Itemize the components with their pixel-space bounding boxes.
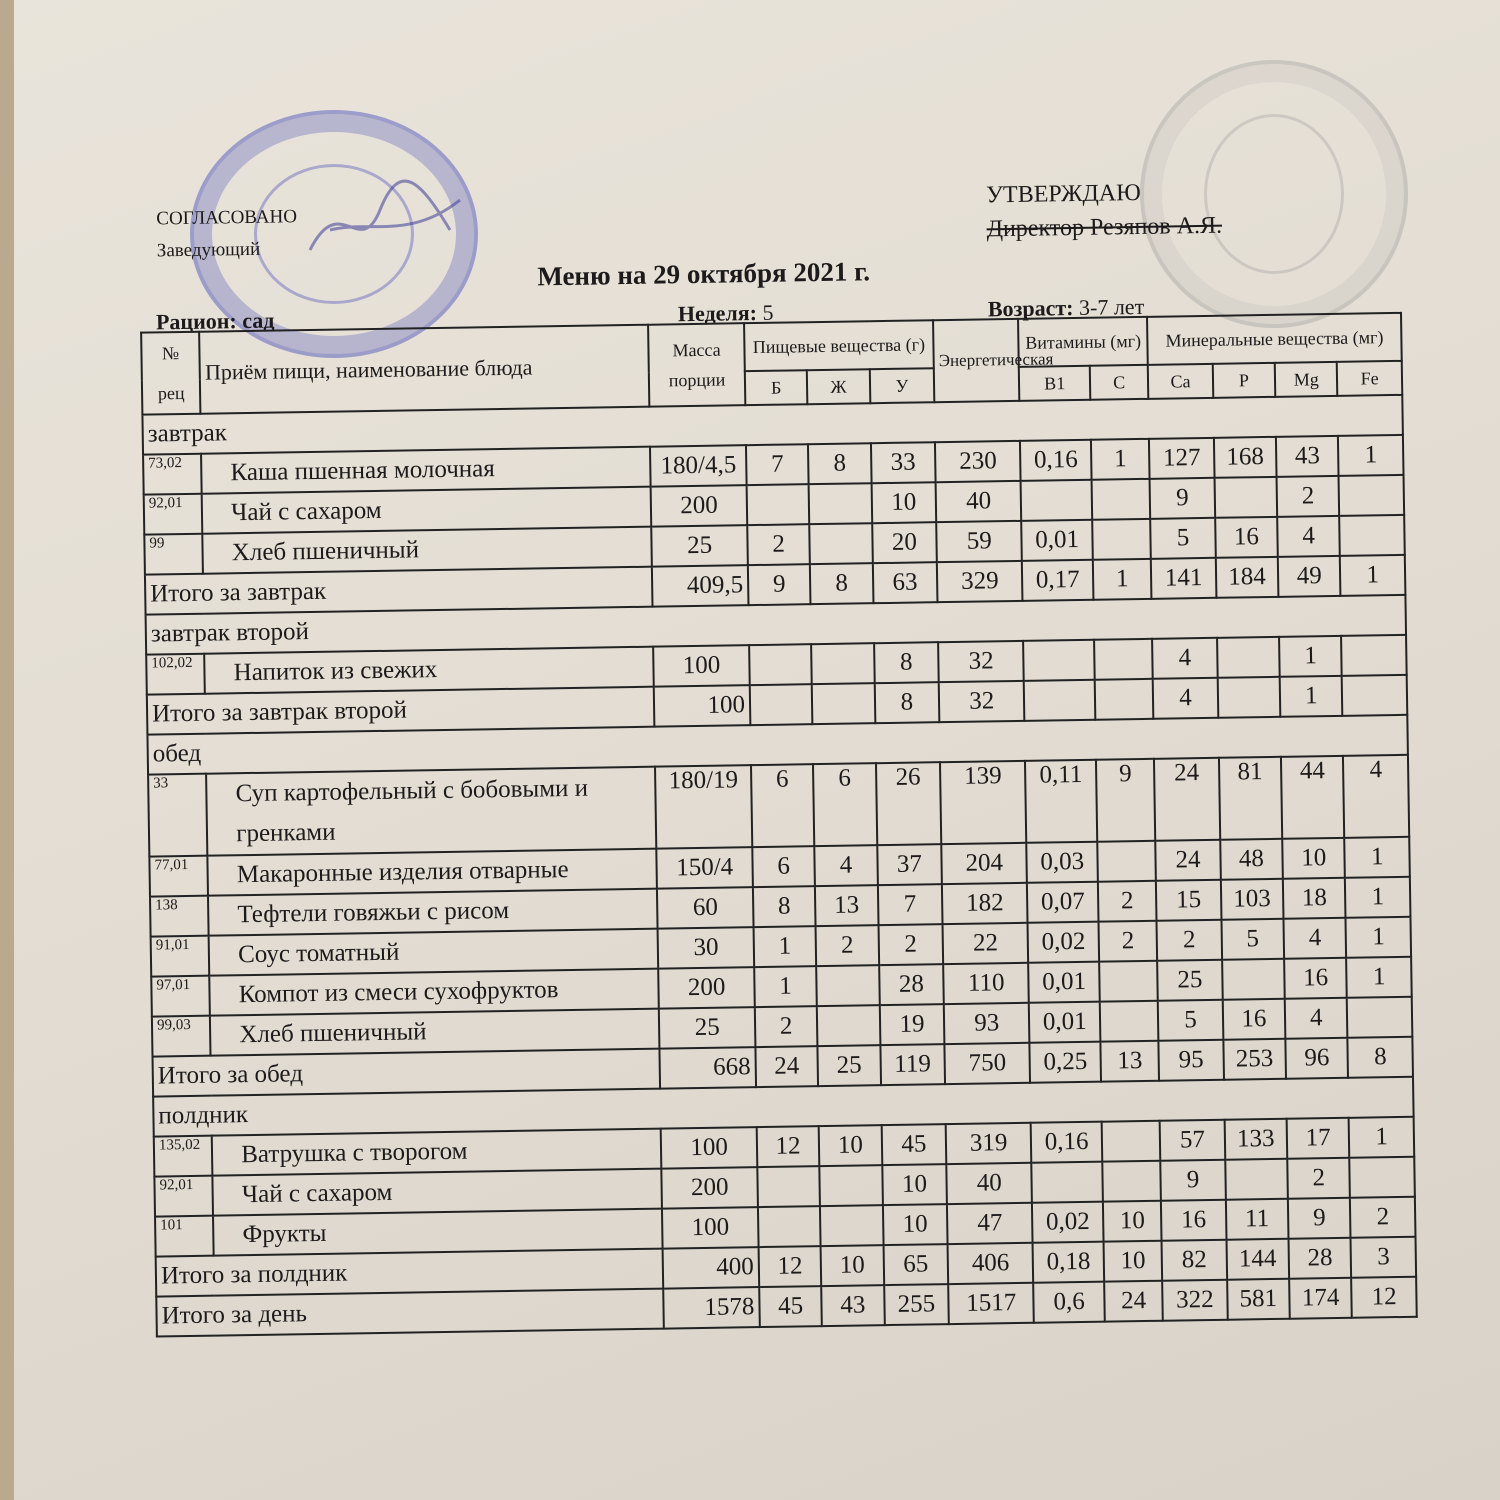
recipe-code: 101 — [155, 1216, 214, 1257]
total-b — [750, 684, 813, 725]
value-b1 — [1023, 640, 1094, 681]
total-b1: 0,25 — [1030, 1042, 1101, 1083]
dish-name: Чай с сахаром — [213, 1169, 663, 1216]
total-fe: 8 — [1348, 1037, 1413, 1078]
value-u: 8 — [874, 642, 939, 683]
total-e: 32 — [939, 681, 1025, 722]
value-p: 103 — [1221, 879, 1284, 920]
total-u: 8 — [874, 682, 939, 723]
col-header-minerals: Минеральные вещества (мг) — [1147, 313, 1401, 365]
total-e: 406 — [948, 1243, 1034, 1284]
approve-block — [986, 175, 1222, 247]
ration-label: Рацион: — [155, 308, 237, 335]
value-p: 168 — [1214, 437, 1277, 478]
value-p: 48 — [1220, 839, 1283, 880]
value-b1: 0,02 — [1032, 1202, 1103, 1243]
value-p: 133 — [1224, 1119, 1287, 1160]
value-ca: 2 — [1157, 920, 1222, 961]
total-mass: 409,5 — [652, 565, 748, 606]
total-zh — [812, 683, 875, 724]
page-title: Меню на 29 октября 2021 г. — [537, 256, 871, 292]
value-c — [1099, 961, 1158, 1002]
value-zh — [811, 643, 874, 684]
dish-name: Каша пшенная молочная — [201, 447, 651, 494]
total-mass: 1578 — [663, 1287, 759, 1328]
age-value: 3-7 лет — [1078, 293, 1145, 320]
col-header-p: P — [1212, 363, 1275, 398]
total-ca: 4 — [1153, 678, 1218, 719]
total-p — [1217, 677, 1280, 718]
value-u: 2 — [878, 924, 943, 965]
recipe-code: 99 — [144, 534, 203, 575]
week-label: Неделя: — [677, 299, 758, 327]
total-p: 184 — [1215, 557, 1278, 598]
value-e: 139 — [940, 761, 1027, 844]
value-b — [757, 1166, 820, 1207]
value-e: 182 — [942, 883, 1028, 924]
value-mg: 1 — [1279, 636, 1342, 677]
value-ca: 25 — [1157, 960, 1222, 1001]
section-title: полдник — [153, 1077, 1413, 1137]
total-c: 24 — [1104, 1281, 1163, 1322]
value-c — [1100, 1001, 1159, 1042]
value-e: 93 — [944, 1003, 1030, 1044]
value-p: 16 — [1215, 517, 1278, 558]
total-label: Итого за день — [156, 1289, 664, 1337]
value-e: 22 — [943, 923, 1029, 964]
value-b: 2 — [755, 1006, 818, 1047]
recipe-code: 92,01 — [154, 1176, 213, 1217]
value-ca: 5 — [1158, 1000, 1223, 1041]
portion-mass: 200 — [658, 967, 754, 1008]
value-b1: 0,11 — [1025, 760, 1097, 843]
total-e: 329 — [937, 561, 1023, 602]
total-label: Итого за завтрак — [145, 567, 653, 615]
value-p — [1214, 477, 1277, 518]
total-b: 12 — [758, 1246, 821, 1287]
value-b1 — [1021, 480, 1092, 521]
portion-mass: 25 — [652, 525, 748, 566]
portion-mass: 150/4 — [657, 847, 753, 888]
total-zh: 10 — [821, 1245, 884, 1286]
dish-name: Хлеб пшеничный — [210, 1009, 660, 1056]
value-b: 2 — [747, 524, 810, 565]
value-ca: 9 — [1161, 1160, 1226, 1201]
total-ca: 95 — [1159, 1040, 1224, 1081]
value-u: 10 — [882, 1164, 947, 1205]
total-label: Итого за обед — [153, 1049, 661, 1097]
dish-name: Суп картофельный с бобовыми и гренками — [206, 767, 656, 856]
recipe-code: 102,02 — [146, 654, 205, 695]
recipe-code: 91,01 — [151, 936, 210, 977]
value-zh: 4 — [815, 845, 878, 886]
value-ca: 5 — [1150, 518, 1215, 559]
value-b — [749, 644, 812, 685]
total-b: 24 — [755, 1046, 818, 1087]
value-zh — [809, 483, 872, 524]
total-b1: 0,17 — [1022, 560, 1093, 601]
col-header-energy: Энергетическая — [933, 319, 1020, 402]
value-c — [1097, 841, 1156, 882]
value-e: 47 — [947, 1203, 1033, 1244]
total-b1: 0,6 — [1034, 1282, 1105, 1323]
age-label: Возраст: — [987, 295, 1074, 322]
recipe-code: 138 — [150, 896, 209, 937]
total-mass: 400 — [663, 1247, 759, 1288]
total-mass: 100 — [654, 685, 750, 726]
total-label: Итого за полдник — [156, 1249, 664, 1297]
col-header-num: № рец — [141, 332, 200, 415]
recipe-code: 97,01 — [151, 976, 210, 1017]
value-b: 12 — [757, 1126, 820, 1167]
total-mg: 96 — [1285, 1038, 1348, 1079]
value-b: 7 — [746, 444, 809, 485]
col-header-mass: Масса порции — [648, 323, 745, 406]
value-fe — [1341, 635, 1406, 676]
dish-name: Чай с сахаром — [202, 487, 652, 534]
total-ca: 322 — [1162, 1280, 1227, 1321]
col-header-zh: Ж — [807, 370, 870, 405]
portion-mass: 100 — [661, 1127, 757, 1168]
menu-table — [140, 312, 1418, 1338]
recipe-code: 92,01 — [144, 494, 203, 535]
value-ca: 4 — [1152, 638, 1217, 679]
dish-name: Макаронные изделия отварные — [208, 849, 658, 896]
value-fe: 1 — [1338, 435, 1403, 476]
value-u: 10 — [871, 482, 936, 523]
value-p: 5 — [1221, 919, 1284, 960]
total-p: 253 — [1223, 1039, 1286, 1080]
total-label: Итого за завтрак второй — [147, 687, 655, 735]
value-b: 1 — [753, 926, 816, 967]
value-fe: 1 — [1345, 877, 1410, 918]
value-fe: 1 — [1345, 837, 1410, 878]
portion-mass: 200 — [651, 485, 747, 526]
value-e: 319 — [946, 1123, 1032, 1164]
col-header-b: Б — [745, 371, 808, 406]
value-fe: 1 — [1347, 957, 1412, 998]
total-u: 119 — [880, 1044, 945, 1085]
value-u: 7 — [878, 884, 943, 925]
value-b1: 0,01 — [1028, 962, 1099, 1003]
portion-mass: 100 — [662, 1207, 758, 1248]
value-zh — [817, 1005, 880, 1046]
value-e: 230 — [935, 441, 1021, 482]
total-zh: 43 — [821, 1285, 884, 1326]
value-zh: 8 — [808, 443, 871, 484]
total-zh: 25 — [818, 1045, 881, 1086]
value-c: 1 — [1091, 439, 1150, 480]
total-c: 1 — [1093, 559, 1152, 600]
value-fe: 4 — [1343, 755, 1409, 838]
section-title: обед — [147, 715, 1407, 775]
col-header-b1: B1 — [1019, 366, 1090, 401]
agreed-label: СОГЛАСОВАНО — [156, 206, 298, 230]
col-header-name: Приём пищи, наименование блюда — [199, 325, 649, 414]
value-c — [1092, 479, 1151, 520]
col-header-vitamins: Витамины (мг) — [1018, 317, 1148, 367]
value-b1: 0,03 — [1027, 842, 1098, 883]
value-zh — [809, 523, 872, 564]
value-fe: 1 — [1346, 917, 1411, 958]
portion-mass: 60 — [657, 887, 753, 928]
value-b1 — [1032, 1162, 1103, 1203]
portion-mass: 180/4,5 — [650, 445, 746, 486]
director-name: Директор Резяпов А.Я. — [986, 212, 1223, 243]
dish-name: Фрукты — [213, 1209, 663, 1256]
total-mg: 28 — [1289, 1238, 1352, 1279]
value-mg: 10 — [1282, 838, 1345, 879]
value-b — [747, 484, 810, 525]
dish-name: Соус томатный — [209, 929, 659, 976]
value-ca: 24 — [1154, 758, 1220, 841]
value-zh: 13 — [815, 885, 878, 926]
col-header-c: C — [1090, 365, 1149, 400]
menu-document — [86, 160, 1435, 1371]
dish-name: Хлеб пшеничный — [203, 527, 653, 574]
value-c: 9 — [1096, 759, 1155, 842]
value-u: 26 — [876, 762, 942, 845]
total-b: 9 — [748, 564, 811, 605]
dish-name: Напиток из свежих — [204, 647, 654, 694]
col-header-mg: Mg — [1275, 362, 1338, 397]
value-ca: 57 — [1160, 1120, 1225, 1161]
col-header-u: У — [869, 369, 934, 404]
value-p — [1217, 637, 1280, 678]
total-ca: 82 — [1162, 1240, 1227, 1281]
week-value: 5 — [762, 299, 774, 325]
portion-mass: 30 — [658, 927, 754, 968]
value-b1: 0,07 — [1027, 882, 1098, 923]
value-fe: 2 — [1350, 1197, 1415, 1238]
value-u: 45 — [881, 1124, 946, 1165]
value-u: 10 — [883, 1204, 948, 1245]
value-c: 10 — [1103, 1201, 1162, 1242]
value-fe — [1347, 997, 1412, 1038]
value-c: 2 — [1099, 921, 1158, 962]
value-u: 19 — [879, 1004, 944, 1045]
value-e: 204 — [941, 843, 1027, 884]
total-mass: 668 — [660, 1047, 756, 1088]
total-mg: 49 — [1278, 556, 1341, 597]
value-b1: 0,01 — [1029, 1002, 1100, 1043]
value-mg: 4 — [1277, 516, 1340, 557]
value-mg: 4 — [1285, 998, 1348, 1039]
total-e: 1517 — [948, 1283, 1034, 1324]
portion-mass: 100 — [653, 645, 749, 686]
approve-label: УТВЕРЖДАЮ — [985, 179, 1141, 209]
total-ca: 141 — [1151, 558, 1216, 599]
value-p: 16 — [1222, 999, 1285, 1040]
recipe-code: 77,01 — [149, 856, 208, 897]
value-b1: 0,16 — [1020, 440, 1091, 481]
col-header-nutrients: Пищевые вещества (г) — [744, 320, 934, 371]
value-p — [1222, 959, 1285, 1000]
total-fe: 3 — [1351, 1237, 1416, 1278]
value-mg: 2 — [1277, 476, 1340, 517]
value-ca: 127 — [1149, 438, 1214, 479]
menu-table-body — [142, 395, 1416, 1337]
value-b1: 0,02 — [1028, 922, 1099, 963]
total-mg: 1 — [1280, 676, 1343, 717]
value-b: 6 — [751, 764, 815, 847]
total-b1 — [1024, 680, 1095, 721]
value-zh — [820, 1165, 883, 1206]
total-fe — [1342, 675, 1407, 716]
value-mg: 9 — [1288, 1198, 1351, 1239]
recipe-code: 33 — [148, 774, 207, 857]
total-c: 13 — [1100, 1041, 1159, 1082]
total-b1: 0,18 — [1033, 1242, 1104, 1283]
value-ca: 15 — [1156, 880, 1221, 921]
value-fe — [1340, 515, 1405, 556]
dish-name: Тефтели говяжьи с рисом — [208, 889, 658, 936]
total-u: 255 — [884, 1284, 949, 1325]
total-b: 45 — [759, 1286, 822, 1327]
total-p: 581 — [1227, 1279, 1290, 1320]
value-u: 33 — [871, 442, 936, 483]
value-e: 110 — [943, 963, 1029, 1004]
total-mg: 174 — [1289, 1278, 1352, 1319]
total-zh: 8 — [810, 563, 873, 604]
recipe-code: 135,02 — [154, 1136, 213, 1177]
value-p: 81 — [1219, 757, 1283, 840]
total-u: 65 — [883, 1244, 948, 1285]
portion-mass: 25 — [659, 1007, 755, 1048]
value-zh: 6 — [813, 763, 877, 846]
value-p: 11 — [1226, 1199, 1289, 1240]
total-c: 10 — [1104, 1241, 1163, 1282]
value-mg: 16 — [1284, 958, 1347, 999]
ration-value: сад — [242, 307, 275, 334]
value-e: 40 — [946, 1163, 1032, 1204]
value-mg: 2 — [1287, 1158, 1350, 1199]
dish-name: Компот из смеси сухофруктов — [209, 969, 659, 1016]
value-mg: 18 — [1283, 878, 1346, 919]
value-b1: 0,16 — [1031, 1122, 1102, 1163]
total-fe: 1 — [1340, 555, 1405, 596]
value-u: 37 — [877, 844, 942, 885]
value-mg: 17 — [1287, 1118, 1350, 1159]
recipe-code: 99,03 — [152, 1016, 211, 1057]
value-mg: 4 — [1284, 918, 1347, 959]
value-c — [1092, 519, 1151, 560]
total-p: 144 — [1226, 1239, 1289, 1280]
section-title: завтрак второй — [146, 595, 1406, 655]
total-e: 750 — [945, 1043, 1031, 1084]
value-b — [758, 1206, 821, 1247]
portion-mass: 180/19 — [655, 765, 752, 848]
value-e: 32 — [938, 641, 1024, 682]
value-zh — [816, 965, 879, 1006]
value-c — [1102, 1121, 1161, 1162]
total-u: 63 — [872, 562, 937, 603]
value-fe: 1 — [1349, 1117, 1414, 1158]
value-c — [1102, 1161, 1161, 1202]
value-e: 40 — [936, 481, 1022, 522]
value-ca: 16 — [1161, 1200, 1226, 1241]
value-b: 1 — [754, 966, 817, 1007]
total-c — [1095, 679, 1154, 720]
value-b: 8 — [753, 886, 816, 927]
value-c: 2 — [1098, 881, 1157, 922]
paper-edge — [0, 0, 14, 1500]
value-c — [1094, 639, 1153, 680]
value-mg: 44 — [1281, 756, 1345, 839]
portion-mass: 200 — [662, 1167, 758, 1208]
col-header-fe: Fe — [1337, 361, 1402, 396]
col-header-ca: Ca — [1148, 364, 1213, 399]
agreed-block — [156, 201, 298, 267]
value-zh: 10 — [819, 1125, 882, 1166]
value-fe — [1350, 1157, 1415, 1198]
section-title: завтрак — [142, 395, 1402, 455]
value-u: 28 — [879, 964, 944, 1005]
value-b: 6 — [752, 846, 815, 887]
total-fe: 12 — [1352, 1277, 1417, 1318]
value-mg: 43 — [1276, 436, 1339, 477]
value-e: 59 — [936, 521, 1022, 562]
value-fe — [1339, 475, 1404, 516]
value-ca: 24 — [1155, 840, 1220, 881]
head-title: Заведующий — [156, 238, 261, 262]
dish-name: Ватрушка с творогом — [212, 1129, 662, 1176]
value-ca: 9 — [1150, 478, 1215, 519]
value-b1: 0,01 — [1022, 520, 1093, 561]
value-zh — [820, 1205, 883, 1246]
value-zh: 2 — [816, 925, 879, 966]
recipe-code: 73,02 — [143, 454, 202, 495]
value-p — [1225, 1159, 1288, 1200]
value-u: 20 — [872, 522, 937, 563]
